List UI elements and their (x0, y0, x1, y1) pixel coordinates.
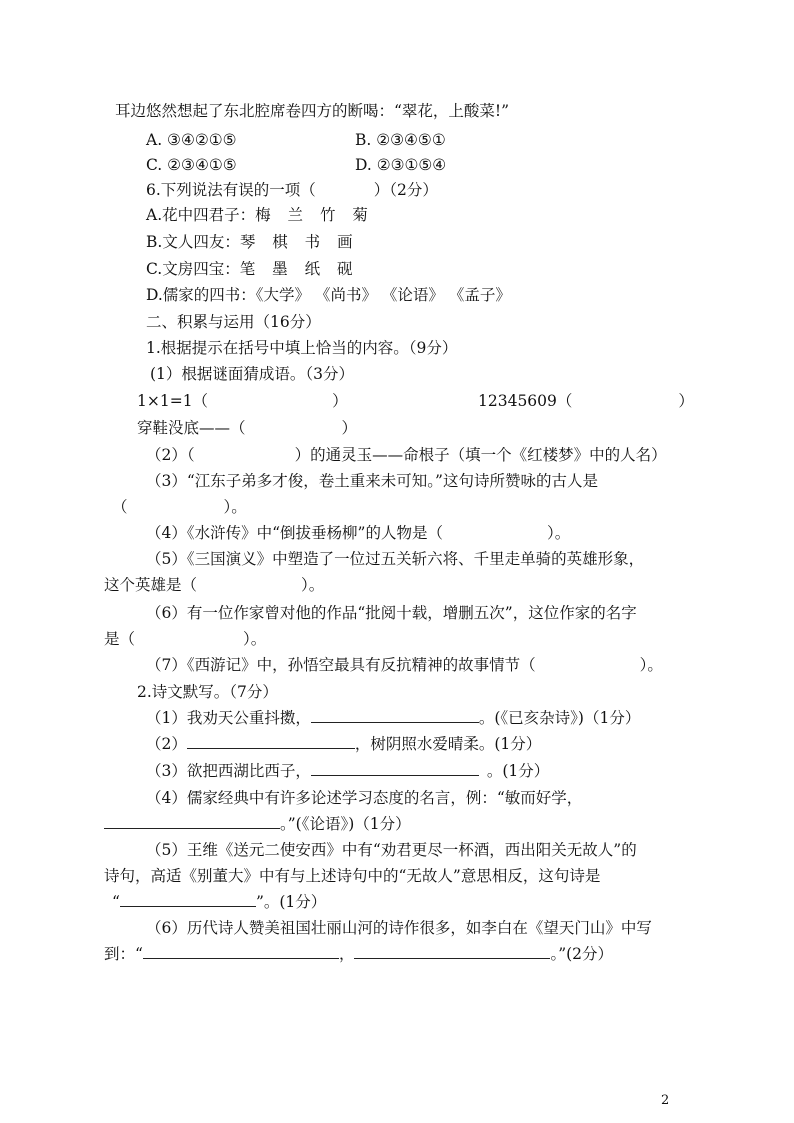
q2-line4 (146, 788, 582, 808)
riddle-2-close: ） (678, 392, 694, 410)
q5-option-a (146, 130, 237, 150)
q1-sub1-text: (1）根据谜面猜成语。（3分） (150, 365, 355, 383)
q2-l1-blank (311, 708, 479, 723)
q2-l5-cont-text: 诗句，高适《别董大》中有与上述诗句中的“无故人”意思相反，这句诗是 (104, 867, 601, 885)
q1-sub5-open: 这个英雄是（ (104, 576, 198, 594)
q2-l5-end: ”。(1分） (255, 893, 327, 911)
q2-l6-blank-2 (354, 944, 550, 959)
q6-c-items: 笔 墨 纸 砚 (239, 260, 359, 278)
q2-line6-answer (104, 944, 613, 964)
q5-tail: 耳边悠然想起了东北腔席卷四方的断喝：“翠花，上酸菜!” (115, 102, 510, 120)
q2-line6 (146, 918, 652, 938)
q2-l2-blank (187, 734, 355, 749)
q2-line3 (146, 761, 549, 781)
q1-sub4-end: ）。 (546, 524, 571, 542)
q2-l4-text: （4）儒家经典中有许多论述学习态度的名言，例：“敏而好学， (146, 789, 583, 807)
q2-l6-blank-1 (143, 944, 339, 959)
q2-l1-end: 。(《已亥杂诗》)（1分） (478, 709, 641, 727)
q2-stem (137, 682, 278, 702)
q6-b-items: 琴 棋 书 画 (239, 233, 359, 251)
section2-title (146, 312, 321, 332)
q1-sub3-open: （ (112, 498, 128, 516)
q6-option-d (146, 285, 511, 305)
q5-option-d-text: D. ②③①⑤④ (355, 156, 447, 174)
q6-option-a (146, 205, 374, 225)
q1-sub5-answer (104, 575, 324, 595)
q2-line2 (146, 734, 541, 754)
q5-option-b (355, 130, 446, 150)
q2-l2-start: （2） (146, 735, 187, 753)
q5-tail-text (115, 101, 509, 121)
q2-line1 (146, 708, 640, 728)
q1-sub3-answer (112, 497, 247, 517)
riddle-2-text: 12345609（ (478, 392, 573, 410)
q1-sub7 (146, 655, 663, 675)
q1-sub6 (146, 603, 637, 623)
q1-sub2 (146, 445, 667, 465)
q1-sub7-start: （7）《西游记》中，孙悟空最具有反抗精神的故事情节（ (146, 656, 536, 674)
q6-c-label: C.文房四宝： (146, 260, 240, 278)
riddle-1-close: ） (332, 392, 348, 410)
q6-a-label: A.花中四君子： (146, 206, 256, 224)
q6-option-c (146, 259, 359, 279)
q2-l6-text: （6）历代诗人赞美祖国壮丽山河的诗作很多，如李白在《望天门山》中写 (146, 919, 652, 937)
q2-l5-open-quote: “ (112, 893, 120, 911)
q1-sub2-start: （2）（ (146, 446, 195, 464)
q2-line4-answer (104, 814, 411, 834)
q2-l1-start: （1）我劝天公重抖擞， (146, 709, 311, 727)
q1-sub5 (146, 549, 644, 569)
q5-option-b-text: B. ②③④⑤① (355, 131, 446, 149)
q5-option-d (355, 155, 446, 175)
page-number: 2 (661, 1093, 670, 1108)
q1-sub1 (150, 364, 354, 384)
q2-l4-end: 。”(《论语》)（1分） (280, 815, 411, 833)
q1-sub6-close: ）。 (243, 630, 267, 648)
q6-stem-end: ）（2分） (373, 181, 438, 199)
q2-l3-start: （3）欲把西湖比西子， (146, 762, 311, 780)
q1-stem-text: 1.根据提示在括号中填上恰当的内容。（9分） (146, 339, 458, 357)
q5-option-a-text: A. ③④②①⑤ (146, 131, 237, 149)
q2-l6-comma: ， (338, 945, 355, 963)
riddle-3-text: 穿鞋没底——（ (137, 419, 246, 437)
q1-stem (146, 338, 457, 358)
q6-option-b (146, 232, 359, 252)
q2-l5-text: （5）王维《送元二使安西》中有“劝君更尽一杯酒，西出阳关无故人”的 (146, 841, 637, 859)
q2-l6-end: 。”(2分） (550, 945, 614, 963)
q2-l2-end: ，树阴照水爱晴柔。(1分） (354, 735, 542, 753)
q6-a-items: 梅 兰 竹 菊 (255, 206, 374, 224)
q1-sub5-text: （5）《三国演义》中塑造了一位过五关斩六将、千里走单骑的英雄形象， (146, 550, 645, 568)
q2-line5-answer (112, 892, 326, 912)
q5-option-c-text: C. ②③④①⑤ (146, 156, 237, 174)
q6-stem (146, 180, 438, 200)
riddle-3-close: ） (341, 419, 358, 437)
q1-sub4-start: （4）《水浒传》中“倒拔垂杨柳”的人物是（ (146, 524, 443, 542)
q2-line5 (146, 840, 637, 860)
q2-l6-open: 到：“ (104, 945, 143, 963)
q1-sub4 (146, 523, 570, 543)
q1-sub6-answer (104, 629, 266, 649)
q5-option-c (146, 155, 237, 175)
q2-l4-blank (104, 814, 280, 829)
q1-sub3-text: （3）“江东子弟多才俊，卷土重来未可知。”这句诗所赞咏的古人是 (146, 472, 598, 490)
q2-l3-blank (311, 761, 479, 776)
q1-sub6-text: （6）有一位作家曾对他的作品“批阅十载，增删五次”，这位作家的名字 (146, 604, 637, 622)
riddle-2 (478, 391, 694, 411)
q6-d-text: D.儒家的四书：《大学》 《尚书》 《论语》 《孟子》 (146, 286, 511, 304)
q1-sub5-close: ）。 (301, 576, 325, 594)
q6-b-label: B.文人四友： (146, 233, 240, 251)
q2-line5-cont (104, 866, 600, 886)
q2-stem-text: 2.诗文默写。（7分） (137, 683, 278, 701)
q1-sub6-open: 是（ (104, 630, 136, 648)
q1-sub2-end: ）的通灵玉——命根子（填一个《红楼梦》中的人名） (294, 446, 667, 464)
q1-sub3 (146, 471, 598, 491)
riddle-1 (137, 391, 348, 411)
section2-title-text: 二、积累与运用（16分） (146, 313, 321, 331)
riddle-3 (137, 418, 357, 438)
riddle-1-text: 1×1=1（ (137, 392, 209, 410)
q1-sub3-close: ）。 (223, 498, 247, 516)
q2-l3-end: 。(1分） (486, 762, 550, 780)
q6-stem-start: 6.下列说法有误的一项（ (146, 181, 316, 199)
q1-sub7-end: ）。 (639, 656, 663, 674)
q2-l5-blank (120, 892, 256, 907)
